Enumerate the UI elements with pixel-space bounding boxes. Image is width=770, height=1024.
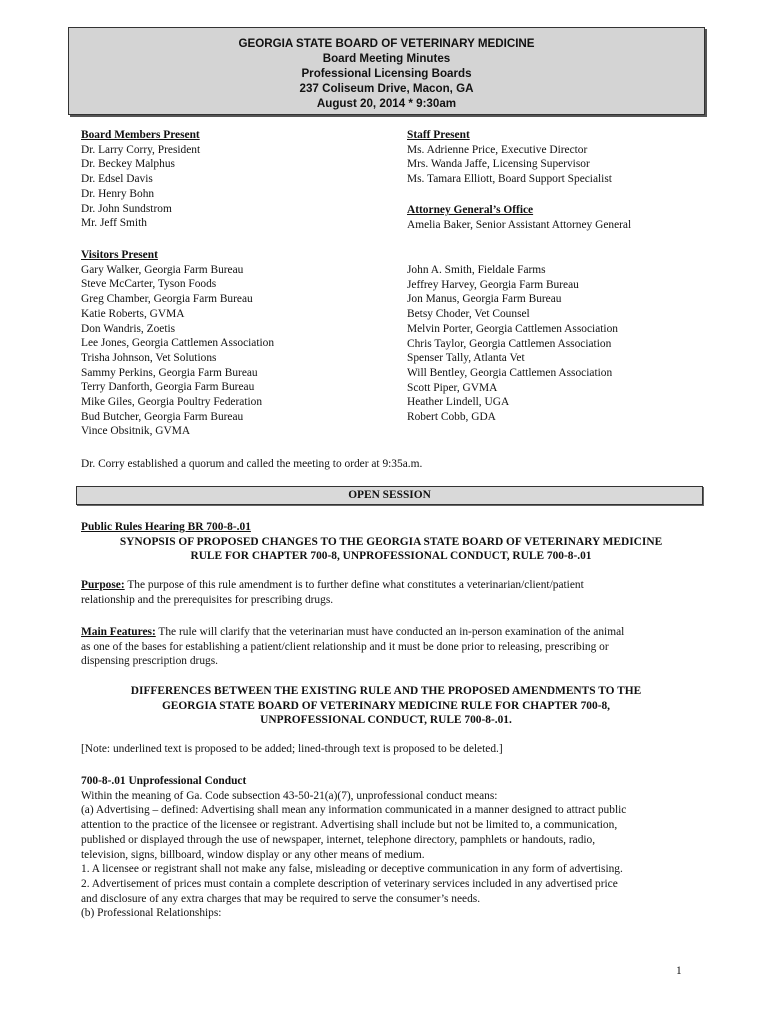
rule-line: attention to the practice of the licensee or registrant. Advertising shall include but not be limited to, a communication, (81, 819, 618, 832)
list-item: Will Bentley, Georgia Cattlemen Association (407, 366, 613, 379)
page-number: 1 (676, 965, 682, 977)
note-text: [Note: underlined text is proposed to be added; lined-through text is proposed to be deleted.] (81, 743, 503, 755)
list-item: Melvin Porter, Georgia Cattlemen Association (407, 322, 618, 335)
rule-line: (a) Advertising – defined: Advertising shall mean any information communicated in a manner designed to attract public (81, 804, 627, 817)
list-item: Heather Lindell, UGA (407, 396, 510, 409)
list-item: Chris Taylor, Georgia Cattlemen Association (407, 337, 612, 350)
header-address: 237 Coliseum Drive, Macon, GA (299, 82, 474, 95)
list-item: Scott Piper, GVMA (407, 381, 498, 394)
differences-line: GEORGIA STATE BOARD OF VETERINARY MEDICINE RULE FOR CHAPTER 700-8, (161, 699, 611, 712)
board-members-section (81, 128, 200, 231)
list-item: John A. Smith, Fieldale Farms (407, 264, 546, 276)
list-item: Jon Manus, Georgia Farm Bureau (407, 293, 562, 306)
rule-line: (b) Professional Relationships: (81, 907, 222, 920)
document-header (68, 27, 705, 115)
hearing-section (81, 520, 701, 564)
list-item: Dr. Larry Corry, President (81, 143, 201, 156)
list-item: Mike Giles, Georgia Poultry Federation (81, 396, 263, 409)
list-item: Amelia Baker, Senior Assistant Attorney General (407, 218, 632, 231)
quorum-statement: Dr. Corry established a quorum and called the meeting to order at 9:35a.m. (81, 458, 423, 470)
list-item: Vince Obsitnik, GVMA (81, 425, 191, 438)
attorney-section (407, 203, 631, 232)
main-features-paragraph (81, 625, 701, 669)
purpose-text: The purpose of this rule amendment is to further define what constitutes a veterinarian/client/patient (124, 579, 584, 591)
rule-line: 2. Advertisement of prices must contain a complete description of veterinary services included in any advertised price (81, 877, 618, 890)
list-item: Sammy Perkins, Georgia Farm Bureau (81, 366, 258, 379)
list-item: Dr. Beckey Malphus (81, 158, 175, 171)
list-item: Steve McCarter, Tyson Foods (81, 278, 217, 291)
header-subtitle: Board Meeting Minutes (322, 52, 451, 65)
list-item: Trisha Johnson, Vet Solutions (81, 351, 217, 364)
differences-line: UNPROFESSIONAL CONDUCT, RULE 700-8-.01. (260, 714, 512, 727)
list-item: Mrs. Wanda Jaffe, Licensing Supervisor (407, 158, 590, 171)
visitors-section-left (81, 248, 274, 439)
list-item: Mr. Jeff Smith (81, 217, 147, 230)
rule-section (81, 774, 701, 921)
synopsis-line: SYNOPSIS OF PROPOSED CHANGES TO THE GEORGIA STATE BOARD OF VETERINARY MEDICINE (119, 535, 663, 548)
hearing-title: Public Rules Hearing BR 700-8-.01 (81, 521, 251, 533)
list-item: Robert Cobb, GDA (407, 411, 496, 424)
list-item: Ms. Tamara Elliott, Board Support Specialist (407, 173, 612, 186)
list-item: Jeffrey Harvey, Georgia Farm Bureau (407, 278, 579, 291)
list-item: Terry Danforth, Georgia Farm Bureau (81, 381, 255, 394)
rule-line: television, signs, billboard, window display or any other means of medium. (81, 848, 425, 861)
list-item: Katie Roberts, GVMA (81, 307, 185, 320)
list-item: Bud Butcher, Georgia Farm Bureau (81, 410, 244, 423)
list-item: Ms. Adrienne Price, Executive Director (407, 143, 588, 156)
rule-line: published or displayed through the use of newspaper, internet, telephone directory, pamphlets or handouts, radio, (81, 833, 596, 846)
main-features-text: dispensing prescription drugs. (81, 655, 218, 668)
main-features-label: Main Features: (81, 626, 156, 638)
purpose-text: relationship and the prerequisites for prescribing drugs. (81, 593, 334, 606)
main-features-text: The rule will clarify that the veterinarian must have conducted an in-person examination of the animal (155, 626, 625, 638)
rule-title: 700-8-.01 Unprofessional Conduct (81, 775, 247, 787)
list-item: Don Wandris, Zoetis (81, 322, 176, 335)
list-item: Betsy Choder, Vet Counsel (407, 308, 530, 321)
attorney-heading: Attorney General’s Office (407, 204, 534, 216)
differences-heading (81, 684, 691, 728)
header-org: Professional Licensing Boards (301, 67, 472, 80)
staff-section (407, 128, 612, 187)
visitors-heading: Visitors Present (81, 249, 158, 261)
board-members-heading: Board Members Present (81, 129, 200, 141)
purpose-label: Purpose: (81, 579, 125, 591)
list-item: Spenser Tally, Atlanta Vet (407, 352, 525, 365)
differences-line: DIFFERENCES BETWEEN THE EXISTING RULE AND THE PROPOSED AMENDMENTS TO THE (130, 685, 642, 697)
open-session-banner: OPEN SESSION (76, 486, 703, 505)
list-item: Dr. Edsel Davis (81, 173, 153, 186)
list-item: Greg Chamber, Georgia Farm Bureau (81, 293, 253, 306)
list-item: Dr. John Sundstrom (81, 202, 172, 215)
header-date: August 20, 2014 * 9:30am (316, 97, 457, 110)
list-item: Lee Jones, Georgia Cattlemen Association (81, 337, 275, 350)
rule-line: and disclosure of any extra charges that may be required to serve the consumer’s needs. (81, 892, 481, 905)
staff-heading: Staff Present (407, 129, 470, 141)
purpose-paragraph (81, 578, 701, 607)
rule-line: Within the meaning of Ga. Code subsection 43-50-21(a)(7), unprofessional conduct means: (81, 789, 498, 802)
list-item: Dr. Henry Bohn (81, 187, 155, 200)
synopsis-line: RULE FOR CHAPTER 700-8, UNPROFESSIONAL CONDUCT, RULE 700-8-.01 (190, 550, 592, 563)
visitors-section-right (407, 263, 618, 425)
list-item: Gary Walker, Georgia Farm Bureau (81, 263, 244, 276)
header-title: GEORGIA STATE BOARD OF VETERINARY MEDICINE (238, 37, 535, 50)
main-features-text: as one of the bases for establishing a patient/client relationship and it must be done prior to releasing, prescribing or (81, 640, 609, 653)
rule-line: 1. A licensee or registrant shall not make any false, misleading or deceptive communication in any form of advertising. (81, 863, 623, 876)
